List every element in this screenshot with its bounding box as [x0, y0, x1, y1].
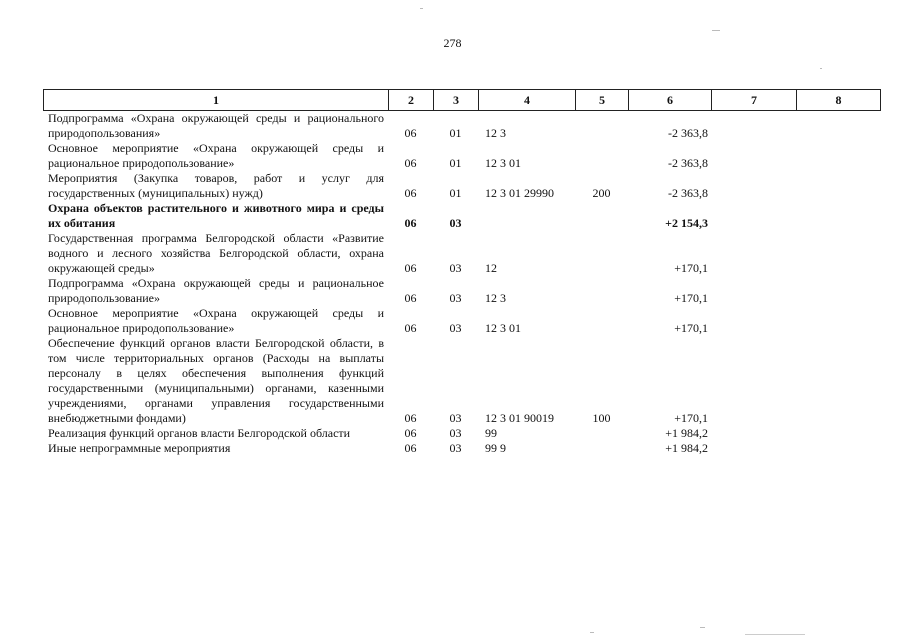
table-row	[43, 426, 880, 441]
row-cell-c8	[796, 111, 880, 141]
budget-table-body	[43, 111, 880, 456]
row-cell-c4: 12 3 01	[485, 321, 521, 335]
row-name-cell: Охрана объектов растительного и животного мира и среды их обитания	[48, 201, 384, 230]
row-cell-c5	[575, 441, 628, 456]
row-cell-c3: 03	[449, 426, 462, 440]
row-cell-c3: 01	[449, 186, 462, 200]
row-cell-c6: +2 154,3	[665, 216, 708, 230]
row-cell-c8	[796, 276, 880, 306]
row-cell-c7	[711, 141, 796, 171]
column-header-3: 3	[434, 90, 479, 111]
row-cell-c7	[711, 231, 796, 276]
row-cell-c5	[575, 276, 628, 306]
row-cell-c6: -2 363,8	[668, 156, 708, 170]
row-cell-c3: 03	[449, 411, 462, 425]
row-cell-c2: 06	[404, 411, 417, 425]
row-cell-c5	[575, 141, 628, 171]
row-cell-c7	[711, 201, 796, 231]
row-cell-c6: +170,1	[674, 321, 708, 335]
column-header-7: 7	[712, 90, 797, 111]
row-cell-c8	[796, 441, 880, 456]
row-name-cell: Мероприятия (Закупка товаров, работ и услуг для государственных (муниципальных) нужд)	[48, 171, 384, 200]
row-cell-c8	[796, 306, 880, 336]
row-cell-c5	[575, 201, 628, 231]
row-cell-c2: 06	[404, 126, 417, 140]
row-cell-c6: +170,1	[674, 411, 708, 425]
row-cell-c6: -2 363,8	[668, 186, 708, 200]
row-cell-c3: 03	[449, 321, 462, 335]
row-cell-c7	[711, 276, 796, 306]
row-name-cell: Подпрограмма «Охрана окружающей среды и рационального природопользования»	[48, 111, 384, 140]
row-cell-c2: 06	[404, 216, 417, 230]
column-header-2: 2	[389, 90, 434, 111]
row-cell-c8	[796, 231, 880, 276]
row-cell-c4: 12	[485, 261, 497, 275]
row-name-cell: Основное мероприятие «Охрана окружающей среды и рациональное природопользование»	[48, 141, 384, 170]
row-cell-c4: 12 3 01	[485, 156, 521, 170]
row-cell-c6: +1 984,2	[665, 426, 708, 440]
row-cell-c2: 06	[404, 441, 417, 455]
table-row	[43, 441, 880, 456]
row-cell-c7	[711, 426, 796, 441]
table-row	[43, 201, 880, 231]
row-cell-c7	[711, 171, 796, 201]
row-cell-c3: 03	[449, 291, 462, 305]
row-name-cell: Государственная программа Белгородской области «Развитие водного и лесного хозяйства Белгородской области, охрана окружающей среды»	[48, 231, 384, 275]
row-cell-c7	[711, 441, 796, 456]
row-cell-c8	[796, 426, 880, 441]
table-row	[43, 111, 880, 141]
row-cell-c7	[711, 306, 796, 336]
column-header-5: 5	[576, 90, 629, 111]
row-cell-c5	[575, 426, 628, 441]
row-cell-c3: 03	[449, 261, 462, 275]
row-cell-c4: 12 3 01 29990	[485, 186, 554, 200]
row-cell-c4: 99	[485, 426, 497, 440]
row-cell-c3: 01	[449, 126, 462, 140]
row-name-cell: Обеспечение функций органов власти Белгородской области, в том числе территориальных органов (Расходы на выплаты персоналу в целях обеспечения выполнения функций государственными (муниципальными) органами, казенными учреждениями, органами управления государственными внебюджетными фондами)	[48, 336, 384, 425]
row-cell-c6: +1 984,2	[665, 441, 708, 455]
row-cell-c7	[711, 336, 796, 426]
header-row	[44, 90, 881, 111]
row-cell-c3: 03	[449, 216, 462, 230]
row-cell-c2: 06	[404, 321, 417, 335]
table-row	[43, 171, 880, 201]
row-cell-c5: 200	[592, 186, 611, 200]
row-cell-c8	[796, 141, 880, 171]
row-cell-c4: 99 9	[485, 441, 506, 455]
table-row	[43, 306, 880, 336]
row-name-cell: Основное мероприятие «Охрана окружающей среды и рациональное природопользование»	[48, 306, 384, 335]
row-cell-c4	[478, 201, 575, 231]
row-name-cell: Иные непрограммные мероприятия	[48, 441, 231, 455]
table-row	[43, 231, 880, 276]
page-number: 278	[443, 36, 462, 50]
row-cell-c2: 06	[404, 186, 417, 200]
row-cell-c5	[575, 306, 628, 336]
row-cell-c5	[575, 231, 628, 276]
row-name-cell: Реализация функций органов власти Белгородской области	[48, 426, 351, 440]
row-cell-c2: 06	[404, 426, 417, 440]
row-cell-c6: +170,1	[674, 291, 708, 305]
row-cell-c4: 12 3	[485, 291, 506, 305]
row-cell-c8	[796, 171, 880, 201]
row-cell-c6: +170,1	[674, 261, 708, 275]
table-row	[43, 276, 880, 306]
row-cell-c2: 06	[404, 261, 417, 275]
column-header-4: 4	[479, 90, 576, 111]
column-header-6: 6	[629, 90, 712, 111]
table-row	[43, 141, 880, 171]
row-cell-c2: 06	[404, 156, 417, 170]
row-cell-c6: -2 363,8	[668, 126, 708, 140]
row-cell-c2: 06	[404, 291, 417, 305]
row-cell-c5	[575, 111, 628, 141]
row-cell-c3: 01	[449, 156, 462, 170]
row-cell-c4: 12 3 01 90019	[485, 411, 554, 425]
row-cell-c4: 12 3	[485, 126, 506, 140]
row-cell-c3: 03	[449, 441, 462, 455]
column-header-8: 8	[797, 90, 881, 111]
row-name-cell: Подпрограмма «Охрана окружающей среды и рациональное природопользование»	[48, 276, 384, 305]
row-cell-c7	[711, 111, 796, 141]
budget-table-header	[43, 89, 881, 111]
table-row	[43, 336, 880, 426]
row-cell-c8	[796, 336, 880, 426]
row-cell-c8	[796, 201, 880, 231]
row-cell-c5: 100	[592, 411, 611, 425]
column-header-1: 1	[44, 90, 389, 111]
